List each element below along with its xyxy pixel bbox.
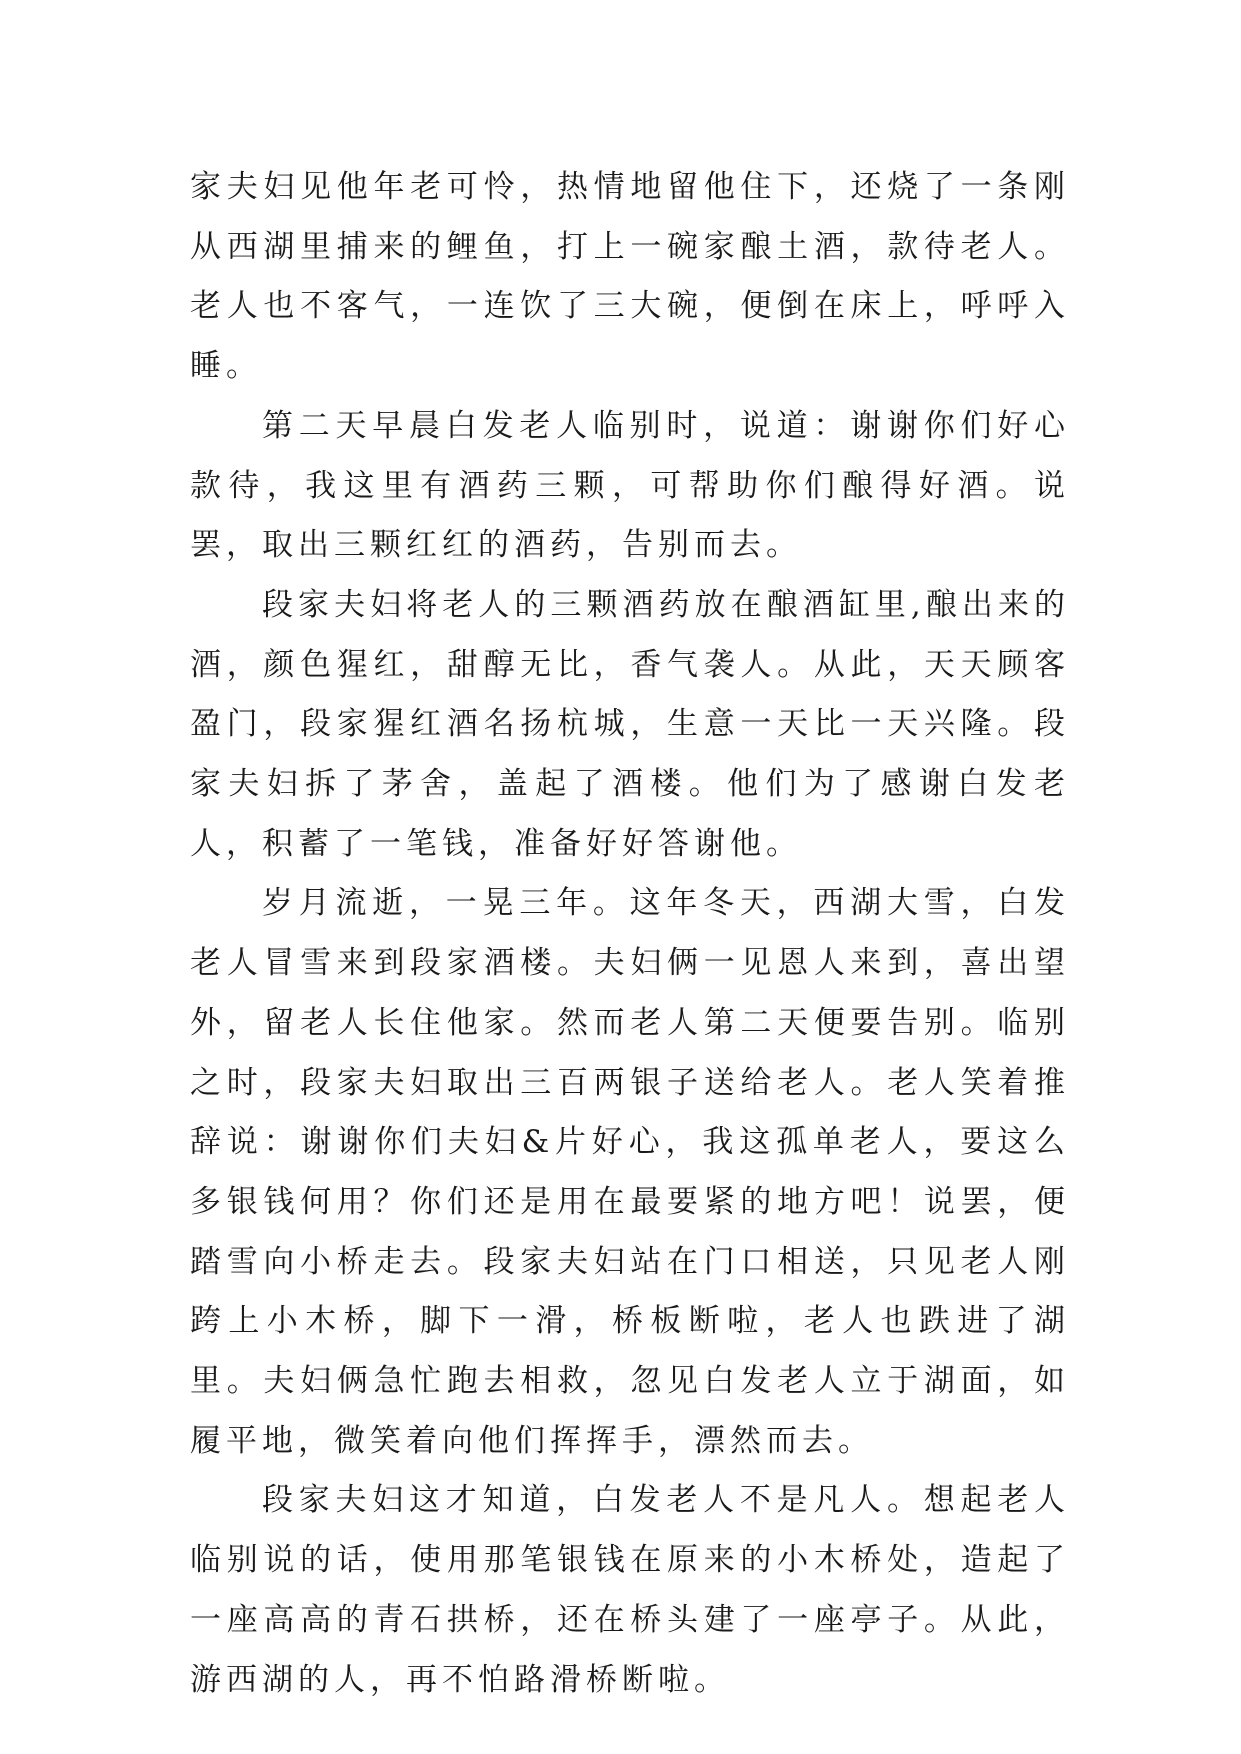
paragraph-2: 第二天早晨白发老人临别时，说道：谢谢你们好心款待，我这里有酒药三颗，可帮助你们酿得好酒。说罢，取出三颗红红的酒药，告别而去。 — [190, 407, 1070, 564]
body-text — [190, 158, 1070, 1710]
paragraph-4: 岁月流逝，一晃三年。这年冬天，西湖大雪，白发老人冒雪来到段家酒楼。夫妇俩一见恩人来到，喜出望外，留老人长住他家。然而老人第二天便要告别。临别之时，段家夫妇取出三百两银子送给老人。老人笑着推辞说：谢谢你们夫妇&片好心，我这孤单老人，要这么多银钱何用？你们还是用在最要紧的地方吧！说罢，便踏雪向小桥走去。段家夫妇站在门口相送，只见老人刚跨上小木桥，脚下一滑，桥板断啦，老人也跌进了湖里。夫妇俩急忙跑去相救，忽见白发老人立于湖面，如履平地，微笑着向他们挥挥手，漂然而去。 — [190, 885, 1070, 1459]
paragraph-5: 段家夫妇这才知道，白发老人不是凡人。想起老人临别说的话，使用那笔银钱在原来的小木桥处，造起了一座高高的青石拱桥，还在桥头建了一座亭子。从此，游西湖的人，再不怕路滑桥断啦。 — [190, 1482, 1070, 1698]
paragraph-1: 家夫妇见他年老可怜，热情地留他住下，还烧了一条刚从西湖里捕来的鲤鱼，打上一碗家酿土酒，款待老人。老人也不客气，一连饮了三大碗，便倒在床上，呼呼入睡。 — [190, 169, 1070, 385]
paragraph-3: 段家夫妇将老人的三颗酒药放在酿酒缸里,酿出来的酒，颜色猩红，甜醇无比，香气袭人。从此，天天顾客盈门，段家猩红酒名扬杭城，生意一天比一天兴隆。段家夫妇拆了茅舍，盖起了酒楼。他们为了感谢白发老人，积蓄了一笔钱，准备好好答谢他。 — [190, 586, 1070, 862]
